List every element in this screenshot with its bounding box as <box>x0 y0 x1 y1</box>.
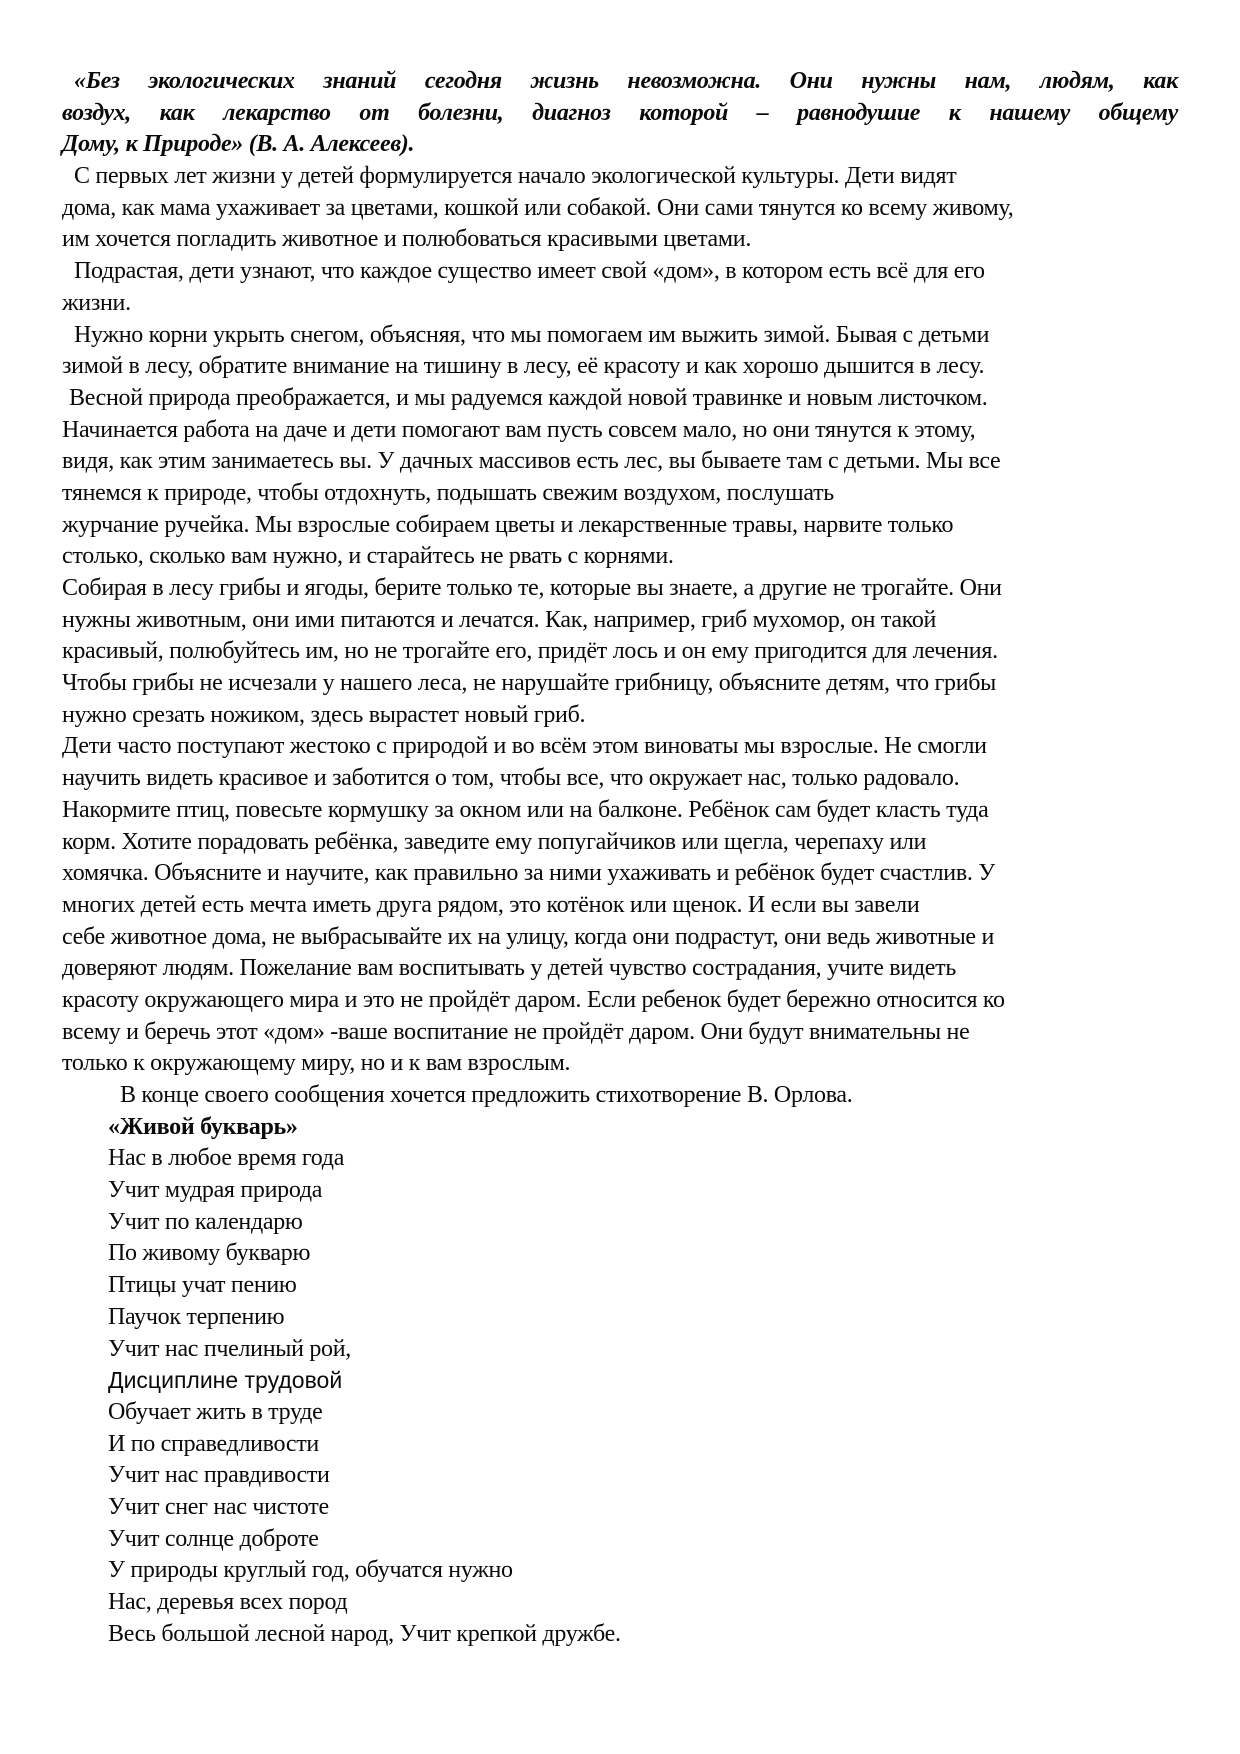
body-line: зимой в лесу, обратите внимание на тишину в лесу, её красоту и как хорошо дышится в лесу. <box>62 353 985 380</box>
poem-intro-line: В конце своего сообщения хочется предложить стихотворение В. Орлова. <box>120 1082 853 1108</box>
body-line: красоту окружающего мира и это не пройдёт даром. Если ребенок будет бережно относится ко <box>62 986 1005 1013</box>
body-line: Накормите птиц, повесьте кормушку за окном или на балконе. Ребёнок сам будет класть туда <box>62 796 989 823</box>
body-line: тянемся к природе, чтобы отдохнуть, подышать свежим воздухом, послушать <box>62 479 834 506</box>
poem-line: Дисциплине трудовой <box>108 1367 343 1394</box>
poem-line: У природы круглый год, обучатся нужно <box>108 1557 513 1584</box>
poem-line: Птицы учат пению <box>108 1272 297 1299</box>
body-line: видя, как этим занимаетесь вы. У дачных массивов есть лес, вы бываете там с детьми. Мы все <box>62 448 1001 475</box>
quote-line: «Без экологических знаний сегодня жизнь невозможна. Они нужны нам, людям, как <box>74 68 1178 94</box>
poem-line: И по справедливости <box>108 1430 319 1457</box>
poem-line: Паучок терпению <box>108 1303 285 1330</box>
body-line: С первых лет жизни у детей формулируется начало экологической культуры. Дети видят <box>74 163 957 190</box>
body-line: дома, как мама ухаживает за цветами, кошкой или собакой. Они сами тянутся ко всему живому, <box>62 194 1014 221</box>
poem-line: Учит мудрая природа <box>108 1177 323 1204</box>
body-line: им хочется погладить животное и полюбоваться красивыми цветами. <box>62 226 752 253</box>
poem-line: Обучает жить в труде <box>108 1398 323 1425</box>
poem-line: Весь большой лесной народ, Учит крепкой дружбе. <box>108 1620 621 1647</box>
body-line: доверяют людям. Пожелание вам воспитывать у детей чувство сострадания, учите видеть <box>62 955 956 982</box>
body-line: только к окружающему миру, но и к вам взрослым. <box>62 1050 571 1077</box>
body-line: научить видеть красивое и заботится о том, чтобы все, что окружает нас, только радовало. <box>62 765 960 792</box>
poem-line: Учит нас пчелиный рой, <box>108 1335 351 1362</box>
body-line: Весной природа преображается, и мы радуемся каждой новой травинке и новым листочком. <box>69 384 988 411</box>
body-line: Подрастая, дети узнают, что каждое существо имеет свой «дом», в котором есть всё для его <box>74 258 985 285</box>
body-line: журчание ручейка. Мы взрослые собираем цветы и лекарственные травы, нарвите только <box>62 511 954 538</box>
quote-line: воздух, как лекарство от болезни, диагноз которой – равнодушие к нашему общему <box>62 99 1178 126</box>
body-line: столько, сколько вам нужно, и старайтесь не рвать с корнями. <box>62 543 674 570</box>
body-line: Дети часто поступают жестоко с природой и во всём этом виноваты мы взрослые. Не смогли <box>62 733 987 760</box>
body-line: корм. Хотите порадовать ребёнка, заведите ему попугайчиков или щегла, черепаху или <box>62 828 927 855</box>
body-line: многих детей есть мечта иметь друга рядом, это котёнок или щенок. И если вы завели <box>62 891 920 918</box>
body-line: всему и беречь этот «дом» -ваше воспитание не пройдёт даром. Они будут внимательны не <box>62 1018 970 1045</box>
poem-line: Учит по календарю <box>108 1208 303 1235</box>
body-line: нужно срезать ножиком, здесь вырастет новый гриб. <box>62 701 586 728</box>
epigraph-quote <box>62 66 1178 161</box>
body-line: красивый, полюбуйтесь им, но не трогайте его, придёт лось и он ему пригодится для лечения. <box>62 638 998 665</box>
poem-line: Нас, деревья всех пород <box>108 1589 348 1615</box>
quote-line: Дому, к Природе» (В. А. Алексеев). <box>62 131 415 158</box>
body-line: Начинается работа на даче и дети помогают вам пусть совсем мало, но они тянутся к этому, <box>62 416 976 443</box>
poem-line: Учит солнце доброте <box>108 1525 319 1552</box>
body-line: хомячка. Объясните и научите, как правильно за ними ухаживать и ребёнок будет счастлив. У <box>62 860 995 887</box>
poem-section <box>62 1112 1178 1651</box>
poem-line: Нас в любое время года <box>108 1145 345 1172</box>
article-body <box>62 161 1178 1112</box>
body-line: себе животное дома, не выбрасывайте их на улицу, когда они подрастут, они ведь животные и <box>62 923 994 950</box>
body-line: Нужно корни укрыть снегом, объясняя, что мы помогаем им выжить зимой. Бывая с детьми <box>74 321 990 348</box>
poem-title: «Живой букварь» <box>108 1113 298 1140</box>
body-line: жизни. <box>62 289 131 316</box>
poem-line: Учит нас правдивости <box>108 1462 330 1489</box>
body-line: Собирая в лесу грибы и ягоды, берите только те, которые вы знаете, а другие не трогайте. Они <box>62 575 1002 601</box>
poem-line: По живому букварю <box>108 1240 311 1267</box>
body-line: Чтобы грибы не исчезали у нашего леса, не нарушайте грибницу, объясните детям, что грибы <box>62 670 997 697</box>
body-line: нужны животным, они ими питаются и лечатся. Как, например, гриб мухомор, он такой <box>62 606 937 633</box>
poem-line: Учит снег нас чистоте <box>108 1493 329 1520</box>
